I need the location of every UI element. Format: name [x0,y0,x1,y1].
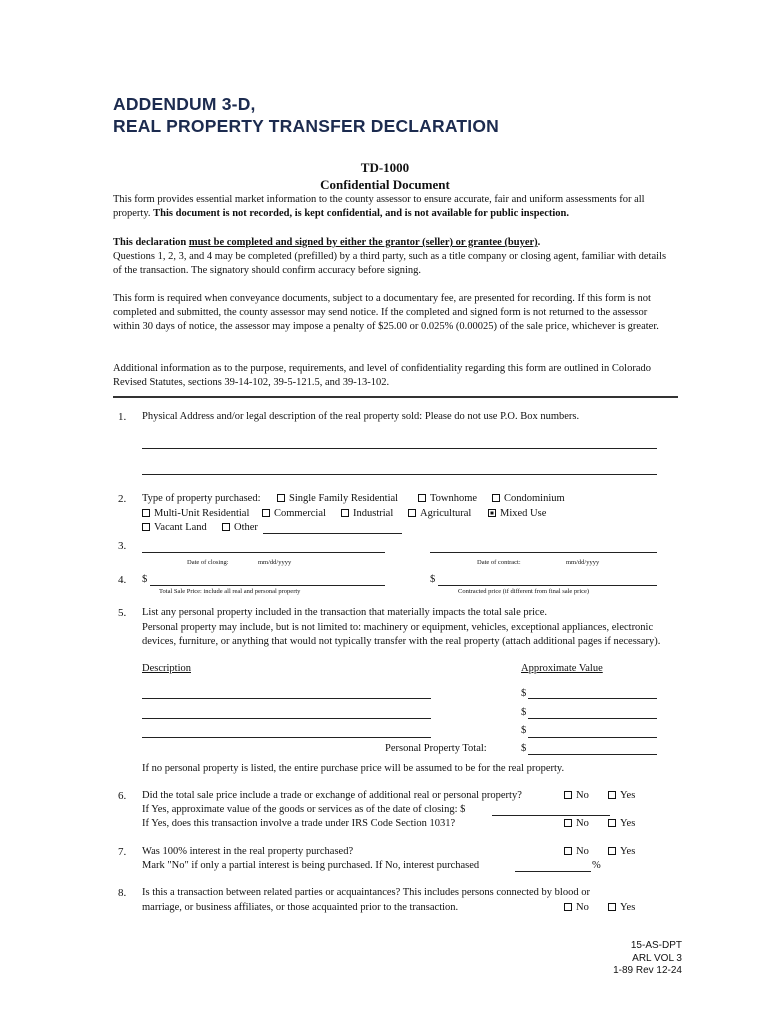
footer-code [613,940,682,978]
intro-p2-bold-b: . [537,237,541,248]
q7-yes-option[interactable]: Yes [608,846,635,857]
q6-yes-checkbox[interactable] [608,791,616,799]
form-subtitle: Confidential Document [320,177,450,192]
option-agricultural[interactable]: Agricultural [408,508,471,519]
footer-line-1: 15-AS-DPT [630,940,682,951]
value-dollar-1: $ [521,688,527,699]
value-dollar-2: $ [521,707,527,718]
single-family-checkbox[interactable] [277,494,285,502]
interest-purchased-line[interactable] [515,871,591,872]
q8-yes-checkbox[interactable] [608,903,616,911]
q6-1031-no-checkbox[interactable] [564,819,572,827]
option-vacant-land[interactable]: Vacant Land [142,522,207,533]
q6-line-2: If Yes, approximate value of the goods or services as of the date of closing: $ [142,804,466,815]
q6-number: 6. [118,790,127,802]
commercial-checkbox[interactable] [262,509,270,517]
q8-line-1: Is this a transaction between related parties or acquaintances? This includes persons connected by blood or [142,887,590,898]
q8-number: 8. [118,887,127,899]
footer-line-2: ARL VOL 3 [632,952,682,964]
intro-paragraph-2 [113,236,673,278]
title-line-1: ADDENDUM 3-D, [113,94,256,114]
description-line-2[interactable] [142,718,431,719]
intro-paragraph-3: This form is required when conveyance documents, subject to a documentary fee, are presented for recording. If this form is not completed and submitted, the county assessor may send notice. If the completed and signed form is not returned to the assessor within 30 days of notice, the assessor may impose a penalty of $25.00 or 0.025% (0.00025) of the sale price, whichever is greater. [113,293,659,332]
contracted-price-line[interactable] [438,585,657,586]
intro-p1-text: This form provides essential market information to the county assessor to ensure accurate, fair and uniform assessments for all property. [113,194,645,219]
option-single-family[interactable]: Single Family Residential [277,493,398,504]
q4-number: 4. [118,574,127,586]
q5-text-2: Personal property may include, but is not limited to: machinery or equipment, vehicles, exceptional appliances, electronic devices, furniture, or anything that would not typically transfer with the real property (attach additional pages if necessary). [142,622,661,647]
q3-number: 3. [118,540,127,552]
q7-line-1: Was 100% interest in the real property purchased? [142,846,354,857]
option-townhome[interactable]: Townhome [418,493,477,504]
q8-line-2: marriage, or business affiliates, or those acquainted prior to the transaction. [142,902,459,913]
q8-yes-option[interactable]: Yes [608,902,635,913]
approx-value-header: Approximate Value [521,663,603,674]
q7-no-checkbox[interactable] [564,847,572,855]
q5-note: If no personal property is listed, the entire purchase price will be assumed to be for the real property. [142,763,565,774]
q1-address-line-2[interactable] [142,474,657,475]
q7-no-option[interactable]: No [564,846,589,857]
q1-address-line-1[interactable] [142,448,657,449]
option-commercial[interactable]: Commercial [262,508,326,519]
value-line-3[interactable] [528,737,657,738]
vacant-land-checkbox[interactable] [142,523,150,531]
other-checkbox[interactable] [222,523,230,531]
description-line-1[interactable] [142,698,431,699]
contract-date-label: Date of contract: [477,559,521,566]
trade-value-line[interactable] [492,815,610,816]
value-line-1[interactable] [528,698,657,699]
q7-line-2: Mark "No" if only a partial interest is being purchased. If No, interest purchased [142,860,480,871]
q2-text: Type of property purchased: [142,493,261,504]
q6-line-1: Did the total sale price include a trade or exchange of additional real or personal property? [142,790,522,801]
multi-unit-checkbox[interactable] [142,509,150,517]
condominium-checkbox[interactable] [492,494,500,502]
option-other[interactable]: Other [222,522,258,533]
value-line-2[interactable] [528,718,657,719]
title-line-2: REAL PROPERTY TRANSFER DECLARATION [113,116,499,136]
option-mixed-use[interactable]: Mixed Use [488,508,546,519]
contracted-price-dollar: $ [430,574,436,585]
q6-no-checkbox[interactable] [564,791,572,799]
option-industrial[interactable]: Industrial [341,508,393,519]
contract-date-format: mm/dd/yyyy [566,559,600,566]
sale-price-dollar: $ [142,574,148,585]
closing-date-line[interactable] [142,552,385,553]
footer-line-3: 1-89 Rev 12-24 [613,965,682,976]
percent-sign: % [592,860,601,871]
section-divider [113,396,678,398]
intro-p2-bold-a: This declaration [113,237,189,248]
personal-property-total-line[interactable] [528,754,657,755]
intro-paragraph-1 [113,193,673,221]
q6-yes-option[interactable]: Yes [608,790,635,801]
intro-p1-bold: This document is not recorded, is kept confidential, and is not available for public inspection. [153,208,570,219]
q6-1031-yes-checkbox[interactable] [608,819,616,827]
q1-text: Physical Address and/or legal description of the real property sold: Please do not use P.O. Box numbers. [142,411,580,422]
q5-text-1: List any personal property included in the transaction that materially impacts the total sale price. [142,607,547,618]
contract-date-line[interactable] [430,552,657,553]
intro-p2-underlined: must be completed and signed by either the grantor (seller) or grantee (buyer) [188,237,538,248]
q8-no-option[interactable]: No [564,902,589,913]
other-input-line[interactable] [263,533,402,534]
q6-1031-no-option[interactable]: No [564,818,589,829]
q8-no-checkbox[interactable] [564,903,572,911]
form-number: TD-1000 [360,160,410,175]
q2-number: 2. [118,493,127,505]
sale-price-line[interactable] [150,585,385,586]
q6-line-3: If Yes, does this transaction involve a trade under IRS Code Section 1031? [142,818,456,829]
option-multi-unit[interactable]: Multi-Unit Residential [142,508,249,519]
q7-yes-checkbox[interactable] [608,847,616,855]
q6-no-option[interactable]: No [564,790,589,801]
option-condominium[interactable]: Condominium [492,493,565,504]
description-line-3[interactable] [142,737,431,738]
agricultural-checkbox[interactable] [408,509,416,517]
closing-date-format: mm/dd/yyyy [258,559,292,566]
closing-date-label: Date of closing: [187,559,229,566]
sale-price-label: Total Sale Price: include all real and personal property [159,588,301,595]
q5-number: 5. [118,607,127,619]
q7-number: 7. [118,846,127,858]
q1-number: 1. [118,411,127,423]
total-dollar: $ [521,743,527,754]
value-dollar-3: $ [521,725,527,736]
intro-paragraph-4: Additional information as to the purpose, requirements, and level of confidentiality regarding this form are outlined in Colorado Revised Statutes, sections 39-14-102, 39-5-121.5, and 39-13-102. [113,363,651,388]
townhome-checkbox[interactable] [418,494,426,502]
mixed-use-checkbox[interactable] [488,509,496,517]
personal-property-total-label: Personal Property Total: [385,743,487,754]
description-header: Description [142,663,191,674]
contracted-price-label: Contracted price (if different from final sale price) [458,588,590,595]
q6-1031-yes-option[interactable]: Yes [608,818,635,829]
industrial-checkbox[interactable] [341,509,349,517]
intro-p2-rest: Questions 1, 2, 3, and 4 may be completed (prefilled) by a third party, such as a title company or closing agent, familiar with details of the transaction. The signatory should confirm accuracy before signing. [113,251,667,276]
